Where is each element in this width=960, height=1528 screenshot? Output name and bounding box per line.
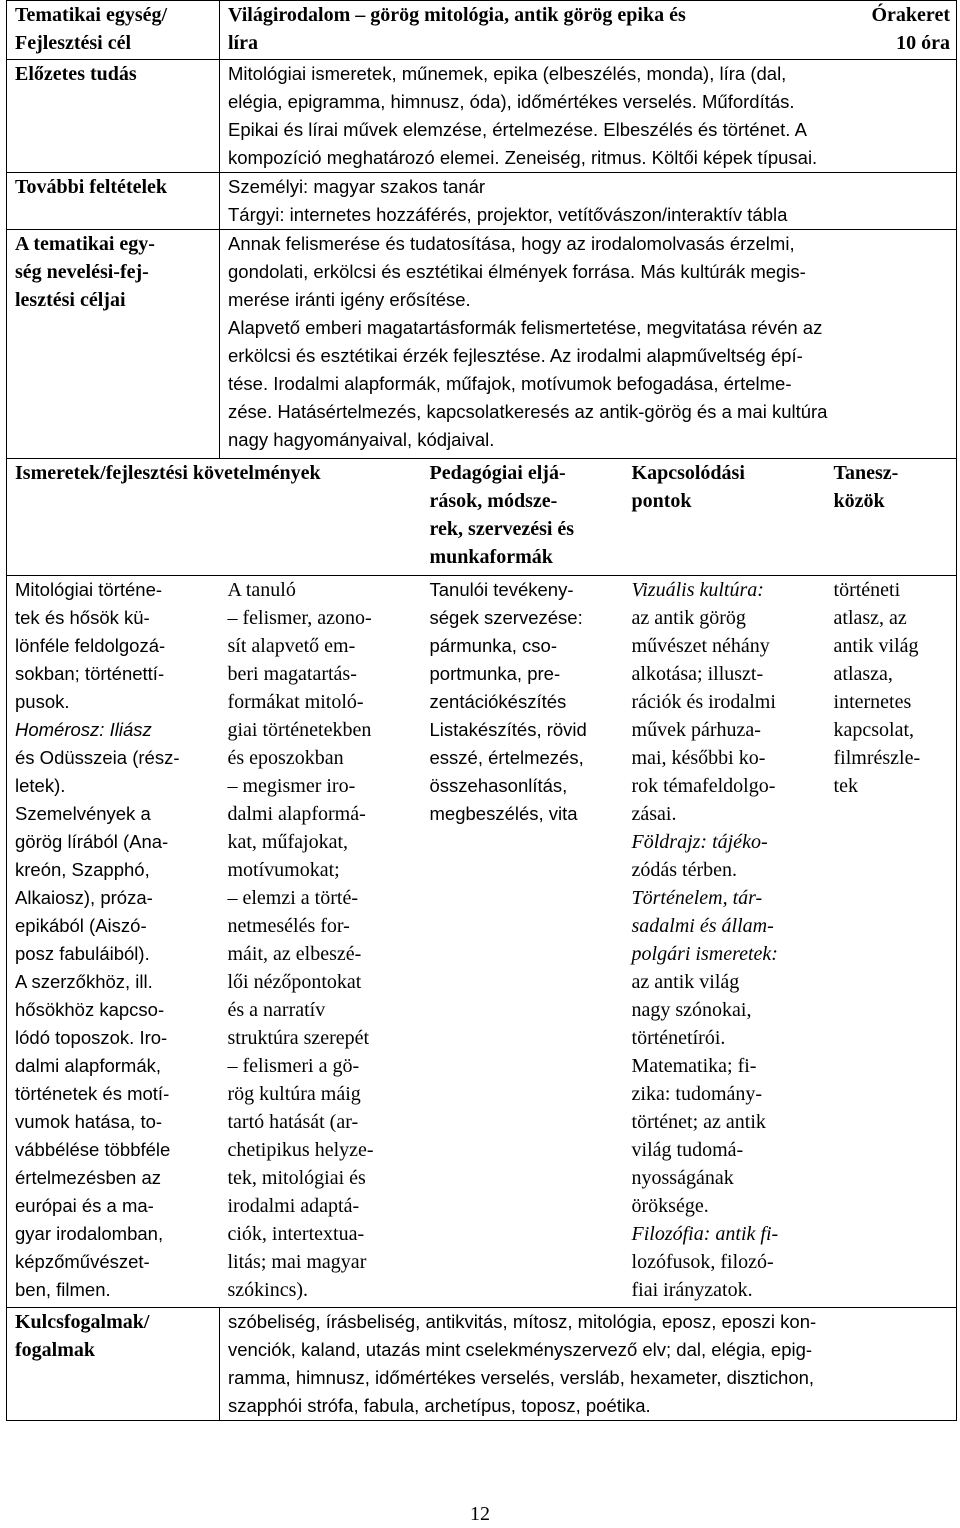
- text-line: pusok.: [15, 691, 70, 712]
- conditions-row: [7, 173, 957, 230]
- text-line: Epikai és lírai művek elemzése, értelmezése. Elbeszélés és történet. A: [228, 119, 807, 140]
- text-line: történeti: [833, 579, 901, 601]
- text-line: internetes: [833, 691, 912, 713]
- text-line: tése. Irodalmi alapformák, műfajok, motívumok befogadása, értelme-: [228, 373, 792, 394]
- header-line: pontok: [631, 490, 692, 512]
- text-line: venciók, kaland, utazás mint cselekményszervező elv; dal, elégia, epig-: [228, 1339, 813, 1360]
- text-line: rok témafeldolgo-: [631, 775, 776, 797]
- text-line: Tanulói tevékeny-: [429, 579, 574, 600]
- text-line: Földrajz: tájéko-: [631, 831, 768, 853]
- text-line: szóbeliség, írásbeliség, antikvitás, mítosz, mitológia, eposz, eposzi kon-: [228, 1311, 817, 1332]
- text-line: Mitológiai történe-: [15, 579, 163, 600]
- text-line: öröksége.: [631, 1195, 709, 1217]
- text-line: tartó hatását (ar-: [227, 1111, 359, 1133]
- curriculum-content-table: [6, 458, 957, 1421]
- text-line: Tárgyi: internetes hozzáférés, projektor, vetítővászon/interaktív tábla: [228, 204, 788, 225]
- text-line: Annak felismerése és tudatosítása, hogy az irodalomolvasás érzelmi,: [228, 233, 795, 254]
- label-line: lesztési céljai: [15, 289, 126, 311]
- knowledge-cell: [7, 576, 220, 1308]
- text-line: történetírói.: [631, 1027, 726, 1049]
- hours-value: 10 óra: [896, 32, 950, 54]
- text-line: gyar irodalomban,: [15, 1223, 164, 1244]
- text-line: rög kultúra máig: [227, 1083, 361, 1105]
- text-line: lozófusok, filozó-: [631, 1251, 774, 1273]
- label-line: ség nevelési-fej-: [15, 261, 149, 283]
- student-cell: [220, 576, 422, 1308]
- methods-cell: [422, 576, 624, 1308]
- text-line: megbeszélés, vita: [429, 803, 578, 824]
- text-line: az antik görög: [631, 607, 746, 629]
- text-line: európai és a ma-: [15, 1195, 154, 1216]
- text-line: Vizuális kultúra:: [631, 579, 764, 601]
- text-line: és Odüsszeia (rész-: [15, 747, 180, 768]
- text-line: beri magatartás-: [227, 663, 357, 685]
- text-line: filmrészle-: [833, 747, 921, 769]
- text-line: epikából (Aiszó-: [15, 915, 147, 936]
- text-line: világ tudomá-: [631, 1139, 744, 1161]
- topic-title-line: líra: [228, 32, 258, 54]
- text-line: Alkaiosz), próza-: [15, 887, 153, 908]
- text-line: tek és hősök kü-: [15, 607, 150, 628]
- text-line: az antik világ: [631, 971, 740, 993]
- text-line: görög lírából (Ana-: [15, 831, 169, 852]
- text-line: zentációkészítés: [429, 691, 567, 712]
- text-line: dalmi alapformák,: [15, 1055, 162, 1076]
- text-line: esszé, értelmezés,: [429, 747, 584, 768]
- text-line: szókincs).: [227, 1279, 309, 1301]
- text-line: tek: [833, 775, 858, 797]
- tools-header: [826, 459, 957, 576]
- text-line: és eposzokban: [227, 747, 344, 769]
- text-line: merése iránti igény erősítése.: [228, 289, 471, 310]
- text-line: hősökhöz kapcso-: [15, 999, 165, 1020]
- text-line: Történelem, tár-: [631, 887, 763, 909]
- text-line: letek).: [15, 775, 66, 796]
- text-line: képzőművészet-: [15, 1251, 150, 1272]
- text-line: mai, későbbi ko-: [631, 747, 766, 769]
- header-line: munkaformák: [429, 546, 553, 568]
- text-line: Alapvető emberi magatartásformák felismertetése, megvitatása révén az: [228, 317, 823, 338]
- text-line: atlasza,: [833, 663, 893, 685]
- topic-title: [220, 1, 957, 60]
- requirements-header: Ismeretek/fejlesztési követelmények: [7, 459, 422, 576]
- text-line: zika: tudomány-: [631, 1083, 763, 1105]
- text-line: ramma, himnusz, időmértékes verselés, versláb, hexameter, disztichon,: [228, 1367, 815, 1388]
- text-line: zódás térben.: [631, 859, 738, 881]
- text-line: polgári ismeretek:: [631, 943, 778, 965]
- text-line: Matematika; fi-: [631, 1055, 757, 1077]
- page-number: 12: [470, 1503, 490, 1525]
- text-line: sít alapvető em-: [227, 635, 356, 657]
- conditions-text: [220, 173, 957, 230]
- curriculum-header-table: [6, 0, 957, 459]
- header-line: rások, módsze-: [429, 490, 558, 512]
- text-line: máit, az elbeszé-: [227, 943, 362, 965]
- text-line: Mitológiai ismeretek, műnemek, epika (elbeszélés, monda), líra (dal,: [228, 63, 787, 84]
- header-line: rek, szervezési és: [429, 518, 575, 540]
- text-line: értelmezésben az: [15, 1167, 162, 1188]
- hours-label: Órakeret: [871, 4, 950, 26]
- text-line: – megismer iro-: [227, 775, 356, 797]
- text-line: – elemzi a törté-: [227, 887, 358, 909]
- text-line: atlasz, az: [833, 607, 907, 629]
- text-line: művészet néhány: [631, 635, 770, 657]
- key-concepts-row: [7, 1308, 957, 1421]
- header-line: közök: [833, 490, 885, 512]
- topic-row: [7, 1, 957, 60]
- text-line: kreón, Szapphó,: [15, 859, 150, 880]
- text-line: struktúra szerepét: [227, 1027, 370, 1049]
- text-line: – felismer, azono-: [227, 607, 372, 629]
- text-line: tek, mitológiai és: [227, 1167, 366, 1189]
- text-line: irodalmi adaptá-: [227, 1195, 360, 1217]
- text-line: gondolati, erkölcsi és esztétikai élmények forrása. Más kultúrák megis-: [228, 261, 806, 282]
- text-line: formákat mitoló-: [227, 691, 364, 713]
- conditions-label: További feltételek: [7, 173, 220, 230]
- connections-header: [624, 459, 826, 576]
- text-line: chetipikus helyze-: [227, 1139, 374, 1161]
- text-line: Személyi: magyar szakos tanár: [228, 176, 486, 197]
- text-line: motívumokat;: [227, 859, 340, 881]
- text-line: kapcsolat,: [833, 719, 915, 741]
- text-line: antik világ: [833, 635, 919, 657]
- text-line: Homérosz: Iliász: [15, 719, 152, 740]
- text-line: zése. Hatásértelmezés, kapcsolatkeresés az antik-görög és a mai kultúra: [228, 401, 828, 422]
- text-line: dalmi alapformá-: [227, 803, 366, 825]
- text-line: ségek szervezése:: [429, 607, 583, 628]
- text-line: sadalmi és állam-: [631, 915, 774, 937]
- methods-header: [422, 459, 624, 576]
- text-line: vábbélése többféle: [15, 1139, 171, 1160]
- key-concepts-text: [220, 1308, 957, 1421]
- header-line: Tanesz-: [833, 462, 899, 484]
- text-line: kompozíció meghatározó elemei. Zeneiség, ritmus. Költői képek típusai.: [228, 147, 818, 168]
- topic-label: [7, 1, 220, 60]
- column-header-row: [7, 459, 957, 576]
- header-line: Pedagógiai eljá-: [429, 462, 566, 484]
- text-line: A szerzőkhöz, ill.: [15, 971, 153, 992]
- topic-title-line: Világirodalom – görög mitológia, antik görög epika és: [228, 4, 686, 26]
- text-line: nyosságának: [631, 1167, 734, 1189]
- text-line: netmesélés for-: [227, 915, 350, 937]
- text-line: történet; az antik: [631, 1111, 766, 1133]
- text-line: alkotása; illuszt-: [631, 663, 764, 685]
- text-line: nagy hagyományaival, kódjaival.: [228, 429, 495, 450]
- text-line: történetek és motí-: [15, 1083, 170, 1104]
- prior-knowledge-row: [7, 60, 957, 173]
- prior-knowledge-label: Előzetes tudás: [7, 60, 220, 173]
- header-line: Kapcsolódási: [631, 462, 745, 484]
- text-line: kat, műfajokat,: [227, 831, 349, 853]
- text-line: Listakészítés, rövid: [429, 719, 587, 740]
- text-line: – felismeri a gö-: [227, 1055, 360, 1077]
- text-line: összehasonlítás,: [429, 775, 568, 796]
- text-line: A tanuló: [227, 579, 296, 601]
- text-line: ben, filmen.: [15, 1279, 111, 1300]
- key-concepts-label: [7, 1308, 220, 1421]
- label-line: fogalmak: [15, 1339, 95, 1361]
- text-line: ciók, intertextua-: [227, 1223, 365, 1245]
- text-line: portmunka, pre-: [429, 663, 561, 684]
- tools-cell: [826, 576, 957, 1308]
- connections-cell: [624, 576, 826, 1308]
- text-line: rációk és irodalmi: [631, 691, 776, 713]
- text-line: szapphói strófa, fabula, archetípus, toposz, poétika.: [228, 1395, 651, 1416]
- text-line: és a narratív: [227, 999, 326, 1021]
- goals-text: [220, 230, 957, 459]
- text-line: Filozófia: antik fi-: [631, 1223, 779, 1245]
- text-line: fiai irányzatok.: [631, 1279, 753, 1301]
- topic-label-line: Tematikai egység/: [15, 4, 168, 26]
- hours-box: [872, 1, 951, 57]
- text-line: sokban; történettí-: [15, 663, 165, 684]
- text-line: lódó toposzok. Iro-: [15, 1027, 168, 1048]
- text-line: Szemelvények a: [15, 803, 151, 824]
- text-line: erkölcsi és esztétikai érzék fejlesztése. Az irodalmi alapműveltség épí-: [228, 345, 803, 366]
- text-line: giai történetekben: [227, 719, 372, 741]
- text-line: zásai.: [631, 803, 677, 825]
- text-line: lői nézőpontokat: [227, 971, 362, 993]
- label-line: Kulcsfogalmak/: [15, 1311, 150, 1333]
- content-row: [7, 576, 957, 1308]
- text-line: posz fabuláiból).: [15, 943, 150, 964]
- text-line: pármunka, cso-: [429, 635, 558, 656]
- text-line: nagy szónokai,: [631, 999, 752, 1021]
- text-line: litás; mai magyar: [227, 1251, 367, 1273]
- text-line: lönféle feldolgozá-: [15, 635, 166, 656]
- text-line: vumok hatása, to-: [15, 1111, 163, 1132]
- topic-label-line: Fejlesztési cél: [15, 32, 132, 54]
- goals-row: [7, 230, 957, 459]
- label-line: A tematikai egy-: [15, 233, 155, 255]
- goals-label: [7, 230, 220, 459]
- prior-knowledge-text: [220, 60, 957, 173]
- text-line: elégia, epigramma, himnusz, óda), időmértékes verselés. Műfordítás.: [228, 91, 795, 112]
- text-line: művek párhuza-: [631, 719, 761, 741]
